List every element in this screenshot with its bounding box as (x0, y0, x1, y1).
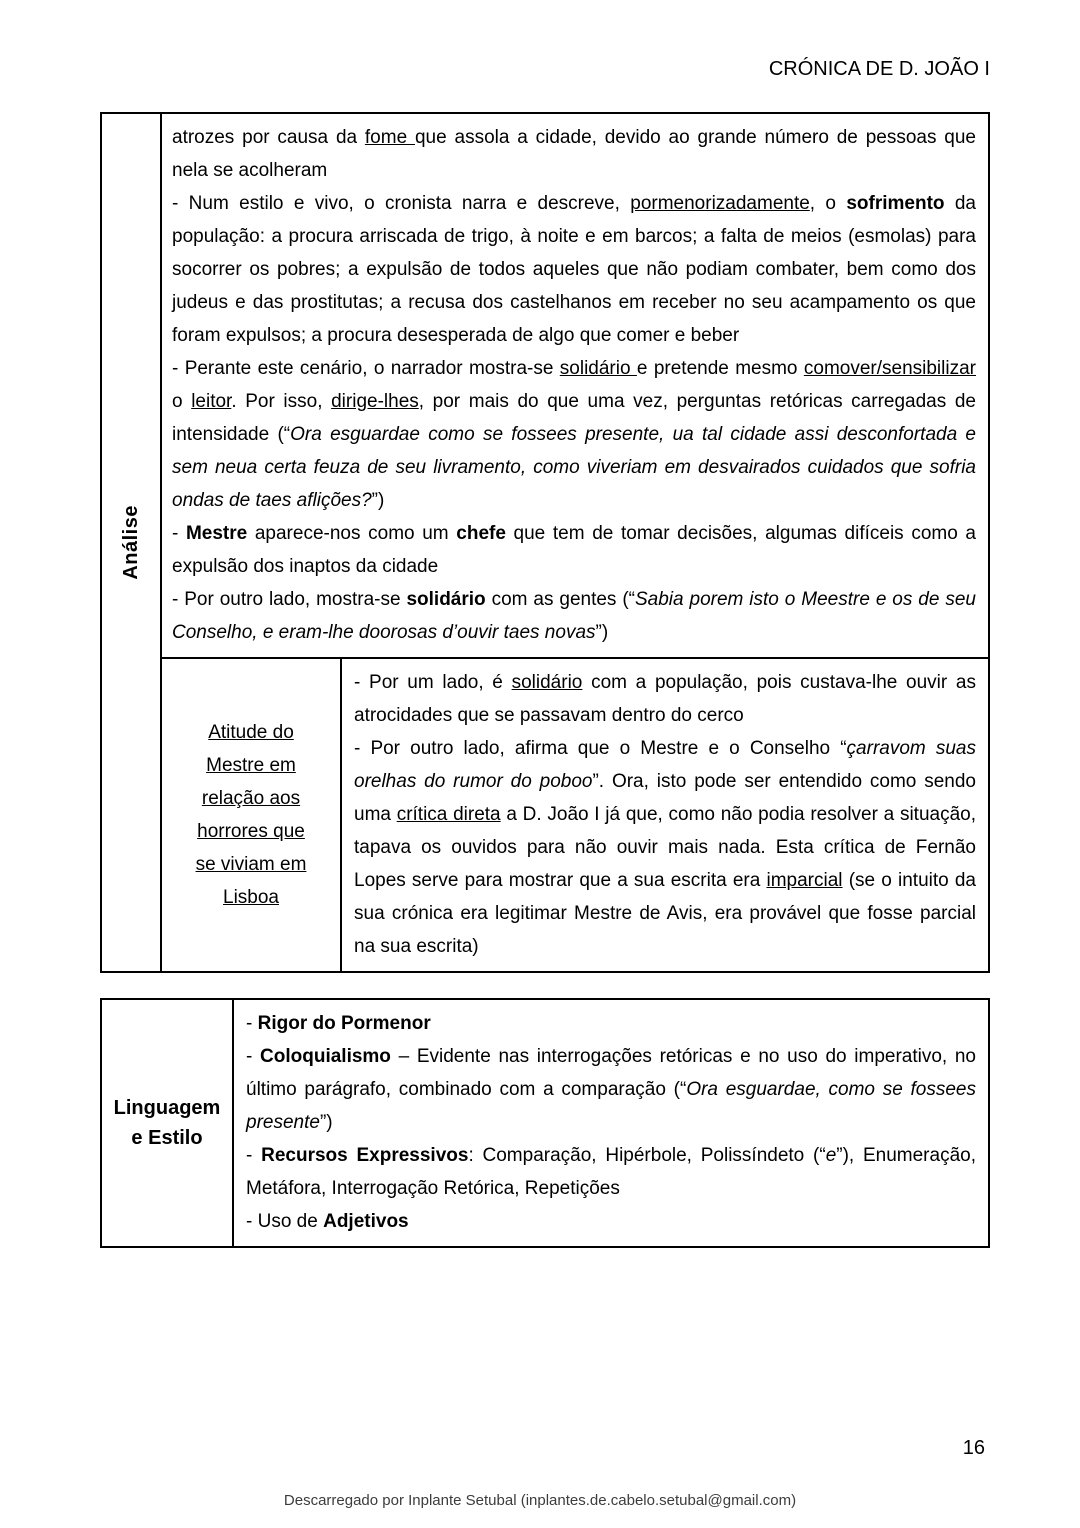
paragraph: - Num estilo e vivo, o cronista narra e descreve, pormenorizadamente, o sofrimento da população: a procura arriscada de trigo, à noite e em barcos; a falta de meios (esmolas) para socorrer os pobres; a expulsão de todos aqueles que não podiam combater, bem como dos judeus e das prostitutas; a recusa dos castelhanos em receber no seu acampamento os que foram expulsos; a procura desesperada de algo que comer e beber (172, 193, 976, 346)
paragraph: - Perante este cenário, o narrador mostra-se solidário e pretende mesmo comover/sensibilizar o leitor. Por isso, dirige-lhes, por mais do que uma vez, perguntas retóricas carregadas de intensidade (“Ora esguardae como se fossees presente, ua tal cidade assi desconfortada e sem neua certa feuza de seu livramento, como viveriam em desvairados cuidados que sofria ondas de taes aflições?”) (172, 358, 976, 511)
paragraph: - Rigor do Pormenor (246, 1013, 431, 1034)
paragraph: - Uso de Adjetivos (246, 1211, 409, 1232)
analysis-table (100, 112, 990, 973)
language-style-table (100, 998, 990, 1248)
subtable-topic-label: Atitude do Mestre em relação aos horrores que se viviam em Lisboa (195, 722, 307, 908)
page-number: 16 (962, 1437, 985, 1459)
paragraph: - Por outro lado, mostra-se solidário com as gentes (“Sabia porem isto o Meestre e os de seu Conselho, e eram-lhe doorosas d’ouvir taes novas”) (172, 589, 976, 643)
language-style-content-cell (234, 1000, 988, 1246)
page-header: CRÓNICA DE D. JOÃO I (768, 58, 990, 80)
paragraph: - Por um lado, é solidário com a população, pois custava-lhe ouvir as atrocidades que se passavam dentro do cerco (354, 672, 976, 726)
analysis-subtable (162, 657, 988, 971)
paragraph: - Coloquialismo – Evidente nas interrogações retóricas e no uso do imperativo, no último parágrafo, combinado com a comparação (“Ora esguardae, como se fossees presente”) (246, 1046, 976, 1133)
paragraph: atrozes por causa da fome que assola a cidade, devido ao grande número de pessoas que nela se acolheram (172, 127, 976, 181)
language-style-label: Linguagem e Estilo (113, 1097, 221, 1149)
subtable-topic-cell (162, 659, 342, 971)
download-footer: Descarregado por Inplante Setubal (inplantes.de.cabelo.setubal@gmail.com) (283, 1492, 797, 1509)
paragraph: - Mestre aparece-nos como um chefe que tem de tomar decisões, algumas difíceis como a expulsão dos inaptos da cidade (172, 523, 976, 577)
analysis-content-cell (162, 114, 988, 971)
subtable-content-cell (342, 659, 988, 971)
analysis-row-label-cell (102, 114, 162, 971)
analysis-row-label: Análise (119, 505, 142, 580)
paragraph: - Recursos Expressivos: Comparação, Hipérbole, Polissíndeto (“e”), Enumeração, Metáfora, Interrogação Retórica, Repetições (246, 1145, 976, 1199)
paragraph: - Por outro lado, afirma que o Mestre e o Conselho “çarravom suas orelhas do rumor do poboo”. Ora, isto pode ser entendido como sendo uma crítica direta a D. João I já que, como não podia resolver a situação, tapava os ouvidos para não ouvir mais nada. Esta crítica de Fernão Lopes serve para mostrar que a sua escrita era imparcial (se o intuito da sua crónica era legitimar Mestre de Avis, era provável que fosse parcial na sua escrita) (354, 738, 976, 957)
language-style-label-cell (102, 1000, 234, 1246)
analysis-main-text (162, 114, 988, 657)
